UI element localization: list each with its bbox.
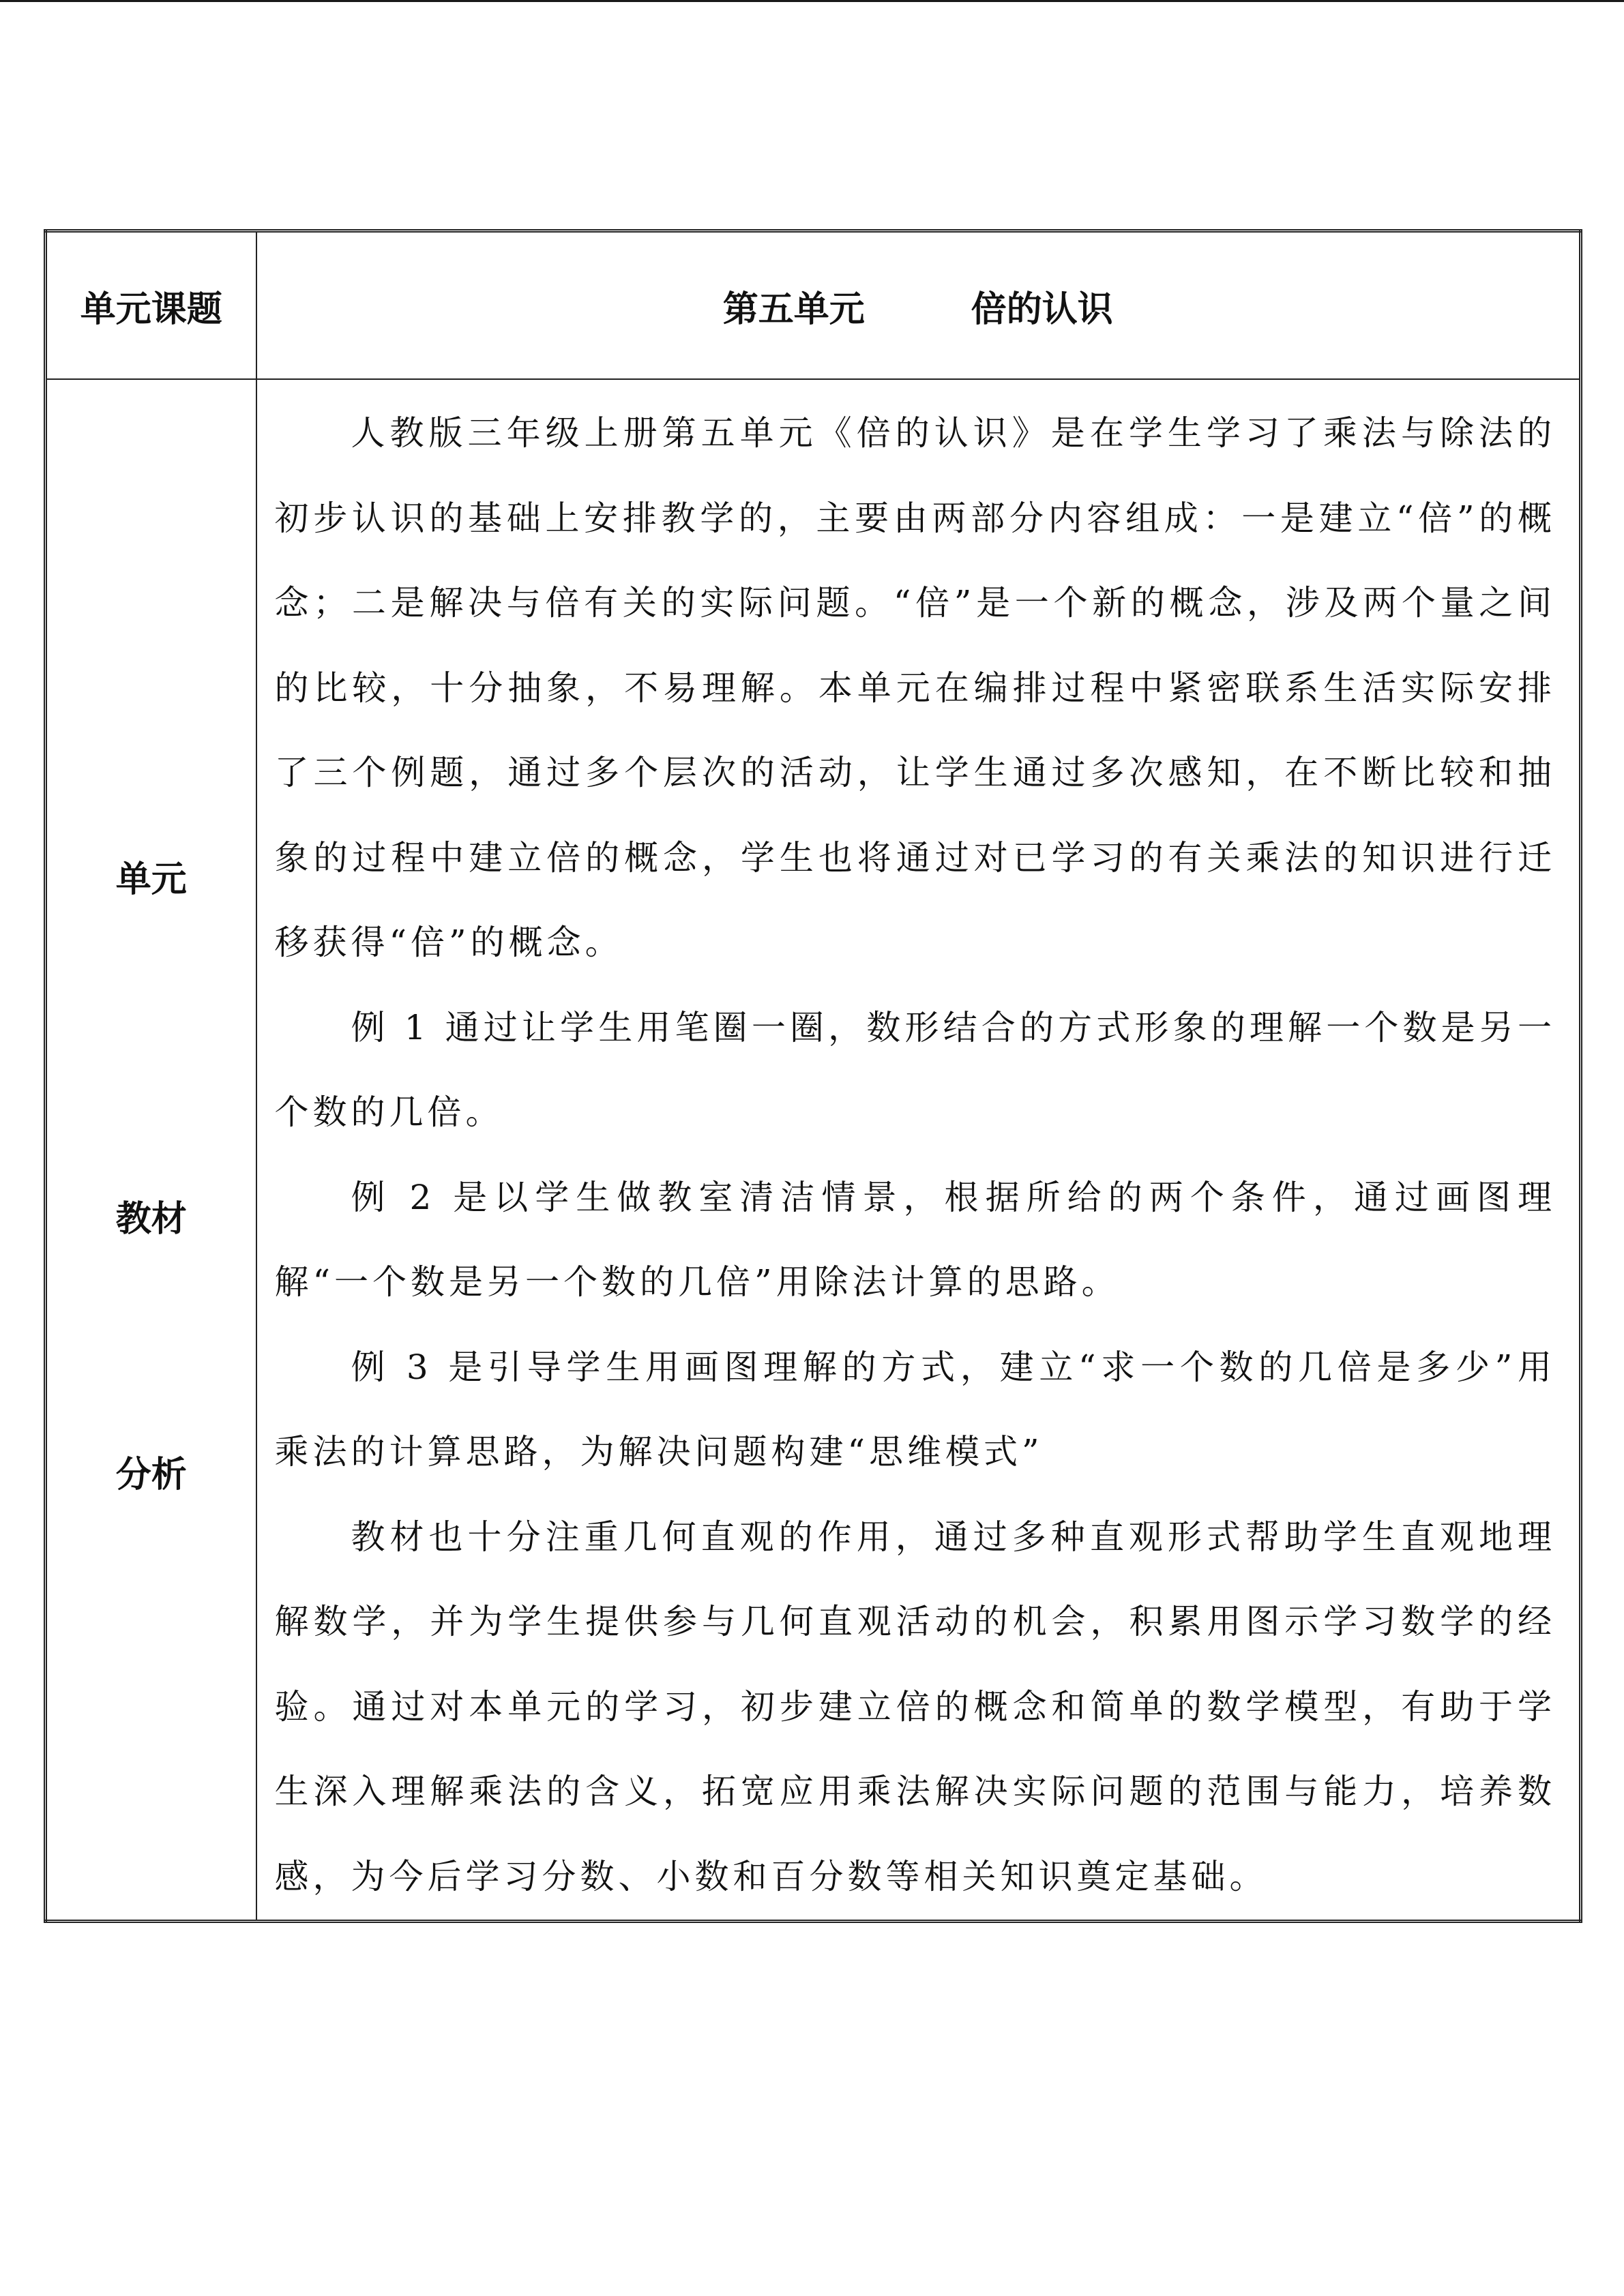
paragraph-example-2: 例 2 是以学生做教室清洁情景，根据所给的两个条件，通过画图理解“一个数是另一个数的几倍”用除法计算的思路。 — [274, 1177, 1556, 1302]
paragraph-example-3: 例 3 是引导学生用画图理解的方式，建立“求一个数的几倍是多少”用乘法的计算思路，为解决问题构建“思维模式” — [274, 1347, 1556, 1472]
analysis-label-cell — [46, 379, 256, 1922]
document-page — [44, 229, 1579, 1923]
unit-topic-label: 单元课题 — [46, 231, 256, 380]
analysis-content-cell — [256, 379, 1581, 1922]
paragraph-geometry-intuition: 教材也十分注重几何直观的作用，通过多种直观形式帮助学生直观地理解数学，并为学生提供参与几何直观活动的机会，积累用图示学习数学的经验。通过对本单元的学习，初步建立倍的概念和简单的数学模型，有助于学生深入理解乘法的含义，拓宽应用乘法解决实际问题的范围与能力，培养数感，为今后学习分数、小数和百分数等相关知识奠定基础。 — [274, 1517, 1556, 1896]
lesson-table — [44, 229, 1582, 1923]
analysis-label-textbook: 教材 — [115, 1199, 187, 1240]
unit-title: 第五单元 倍的认识 — [256, 231, 1581, 380]
paragraph-example-1: 例 1 通过让学生用笔圈一圈，数形结合的方式形象的理解一个数是另一个数的几倍。 — [274, 1007, 1556, 1132]
analysis-label-analysis: 分析 — [115, 1455, 187, 1495]
unit-topic-row — [46, 231, 1581, 380]
analysis-row — [46, 379, 1581, 1922]
analysis-label-unit: 单元 — [115, 859, 187, 900]
paragraph-overview: 人教版三年级上册第五单元《倍的认识》是在学生学习了乘法与除法的初步认识的基础上安排教学的，主要由两部分内容组成：一是建立“倍”的概念；二是解决与倍有关的实际问题。“倍”是一个新的概念，涉及两个量之间的比较，十分抽象，不易理解。本单元在编排过程中紧密联系生活实际安排了三个例题，通过多个层次的活动，让学生通过多次感知，在不断比较和抽象的过程中建立倍的概念，学生也将通过对已学习的有关乘法的知识进行迁移获得“倍”的概念。 — [274, 413, 1556, 962]
page-top-border — [0, 0, 1624, 2]
